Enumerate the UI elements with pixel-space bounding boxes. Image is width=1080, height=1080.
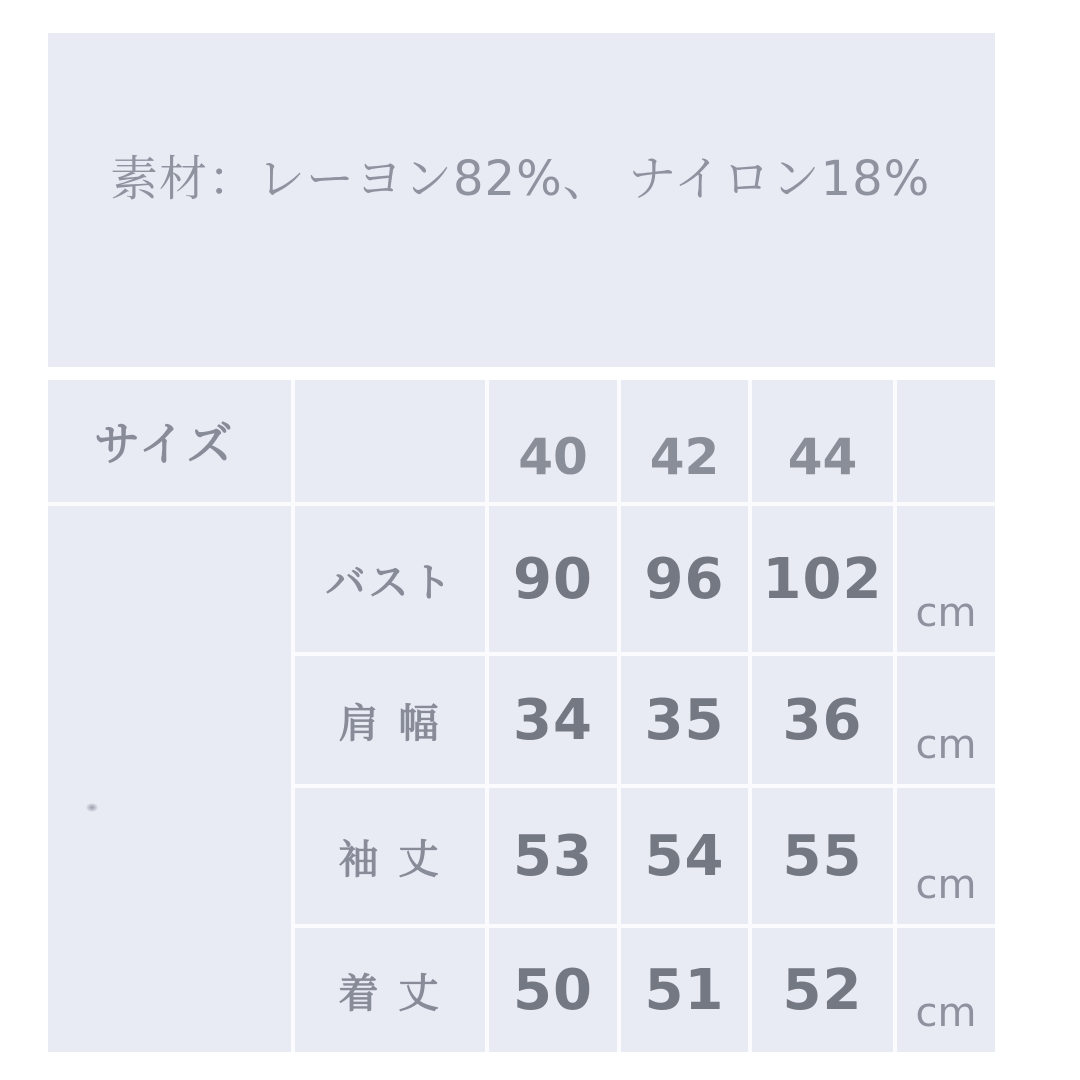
row-bust-value-42: 96	[644, 546, 725, 612]
material-text: 素材：レーヨン82%、 ナイロン18%	[110, 151, 931, 207]
row-bust-value-40: 90	[513, 546, 593, 612]
size-chart-panel	[48, 33, 995, 1036]
row-shoulder-value-40-cell	[489, 656, 617, 784]
row-length-value-42-cell	[621, 928, 748, 1052]
header-size-42-cell	[621, 380, 748, 502]
row-sleeve-value-40-cell	[489, 788, 617, 924]
row-length-unit-cell	[897, 928, 995, 1052]
row-bust-label-cell	[295, 506, 485, 652]
row-length-value-44: 52	[782, 957, 863, 1023]
row-shoulder-value-44: 36	[782, 687, 863, 753]
size-header-label: サイズ	[94, 417, 235, 471]
row-length-value-44-cell	[752, 928, 893, 1052]
row-shoulder-label-cell	[295, 656, 485, 784]
row-length-value-40-cell	[489, 928, 617, 1052]
row-shoulder-unit: cm	[915, 722, 977, 768]
header-unit-spacer-cell	[897, 380, 995, 502]
row-bust-value-40-cell	[489, 506, 617, 652]
size-header-cell	[48, 380, 291, 502]
material-section	[48, 33, 995, 367]
row-sleeve-label-cell	[295, 788, 485, 924]
row-sleeve-value-44: 55	[782, 823, 863, 889]
header-size-40: 40	[518, 428, 588, 486]
row-sleeve-value-40: 53	[513, 823, 593, 889]
row-length-label-cell	[295, 928, 485, 1052]
row-sleeve-value-42: 54	[644, 823, 725, 889]
header-size-44-cell	[752, 380, 893, 502]
row-shoulder-value-44-cell	[752, 656, 893, 784]
row-bust-unit: cm	[915, 590, 977, 636]
merged-left-cell	[48, 506, 291, 1052]
header-spacer-cell	[295, 380, 485, 502]
row-length-value-42: 51	[644, 957, 725, 1023]
row-bust-unit-cell	[897, 506, 995, 652]
size-table	[48, 380, 995, 1052]
row-shoulder-unit-cell	[897, 656, 995, 784]
row-sleeve-value-42-cell	[621, 788, 748, 924]
row-sleeve-unit-cell	[897, 788, 995, 924]
row-length-value-40: 50	[513, 957, 593, 1023]
artifact-smudge	[86, 803, 98, 812]
row-bust-value-44: 102	[762, 546, 883, 612]
header-size-44: 44	[787, 428, 858, 486]
row-shoulder-label: 肩 幅	[338, 700, 442, 747]
header-size-42: 42	[649, 428, 720, 486]
row-shoulder-value-42-cell	[621, 656, 748, 784]
row-sleeve-value-44-cell	[752, 788, 893, 924]
row-bust-label: バスト	[325, 559, 455, 606]
row-length-unit: cm	[915, 990, 977, 1036]
row-bust-value-42-cell	[621, 506, 748, 652]
row-shoulder-value-40: 34	[513, 687, 593, 753]
row-sleeve-unit: cm	[915, 862, 977, 908]
row-sleeve-label: 袖 丈	[338, 836, 442, 883]
row-shoulder-value-42: 35	[644, 687, 725, 753]
row-bust-value-44-cell	[752, 506, 893, 652]
row-length-label: 着 丈	[338, 970, 442, 1017]
header-size-40-cell	[489, 380, 617, 502]
